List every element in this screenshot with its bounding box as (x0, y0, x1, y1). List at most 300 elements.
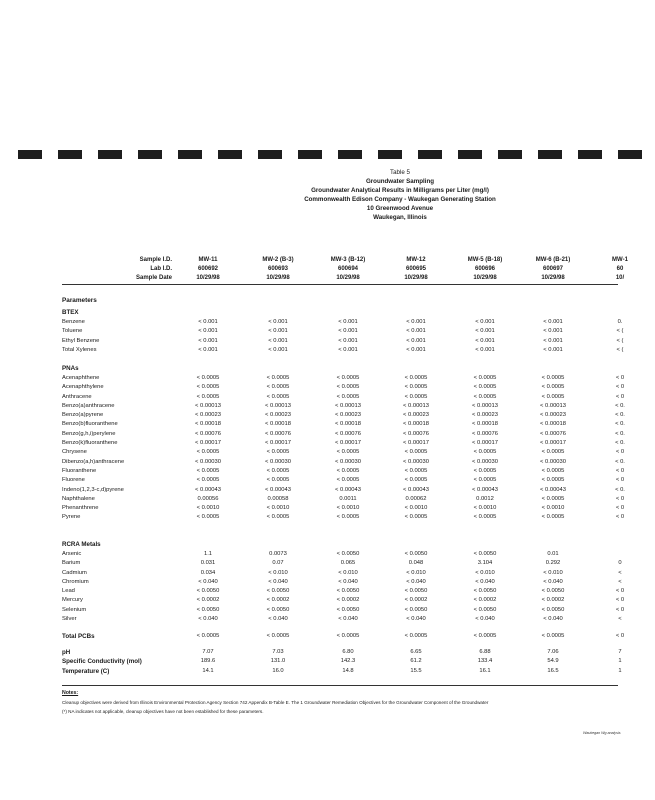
result-cell: < 0.00076 (195, 430, 221, 437)
parameter-name: Total PCBs (62, 633, 95, 640)
result-cell: 0.034 (200, 569, 216, 576)
result-cell: < 0.0005 (404, 384, 428, 391)
result-cell: < 0.00023 (265, 412, 291, 419)
result-cell: < 0.001 (406, 346, 426, 353)
result-cell: < 0.040 (198, 616, 218, 623)
result-cell: 61.2 (410, 658, 422, 665)
parameter-section (62, 540, 625, 624)
parameter-name: Benzo(b)fluoranthene (62, 421, 118, 428)
column-sample: MW-11 (198, 257, 218, 263)
result-cell: < 0.040 (406, 616, 426, 623)
parameter-name: Chrysene (62, 449, 87, 456)
result-cell: < 0.040 (198, 578, 218, 585)
column-date: 10/29/98 (541, 275, 565, 281)
parameter-name: Benzene (62, 319, 85, 325)
result-cell: < 0.0005 (336, 384, 360, 391)
result-cell: 142.3 (340, 658, 356, 665)
result-cell: < 0.0005 (473, 514, 497, 521)
dash-segment (378, 150, 402, 159)
column-lab: 60 (616, 266, 624, 272)
parameter-name: Fluoranthene (62, 467, 97, 474)
dash-segment (338, 150, 362, 159)
result-cell: < 0.0050 (336, 551, 360, 557)
result-cell: < 0.0005 (266, 467, 290, 474)
result-cell: 0.0073 (269, 551, 287, 557)
table-row (62, 430, 625, 439)
parameter-name: Lead (62, 588, 75, 595)
page-separator-dashes (18, 150, 618, 159)
result-cell: 14.8 (342, 667, 354, 674)
sample-date-label: Sample Date (135, 275, 172, 281)
result-cell: < 0.0005 (336, 467, 360, 474)
result-cell: < 0.0005 (266, 633, 290, 639)
result-cell: < 0.0005 (404, 449, 428, 456)
result-cell: < 0.0005 (336, 514, 360, 521)
result-cell: < 0.0005 (541, 375, 565, 381)
result-cell: < 0.001 (198, 337, 218, 344)
result-cell: 14.1 (202, 667, 214, 674)
result-cell: 0.031 (200, 560, 216, 567)
result-cell: < 0.001 (198, 319, 218, 325)
result-cell: < 0.040 (475, 578, 495, 585)
result-cell: < 0.0050 (404, 606, 428, 613)
table-row (62, 486, 625, 495)
result-cell: < 0.0050 (541, 588, 565, 595)
dash-segment (218, 150, 242, 159)
dash-segment (418, 150, 442, 159)
result-cell: < 0. (615, 430, 625, 437)
result-cell: 7 (618, 649, 622, 655)
result-cell: < 0.001 (543, 337, 563, 344)
result-cell: < 0.00030 (540, 458, 566, 465)
result-cell: < 0.010 (338, 569, 358, 576)
result-cell: < 0.0050 (473, 588, 497, 595)
column-header (313, 256, 383, 283)
result-cell: < 0. (615, 421, 625, 428)
result-cell: < 0.00043 (403, 486, 429, 493)
column-date: 10/29/98 (336, 275, 360, 281)
result-cell: < 0.0005 (541, 633, 565, 639)
result-cell: 0 (618, 560, 622, 567)
result-cell: < 0.00076 (472, 430, 498, 437)
result-cell: 16.0 (272, 667, 284, 674)
result-cell: < 0.001 (406, 319, 426, 325)
result-cell: < (618, 569, 622, 576)
parameter-name: Benzo(g,h,i)perylene (62, 430, 116, 437)
result-cell: 1 (618, 658, 622, 665)
result-cell: < 0.001 (338, 328, 358, 335)
result-cell: < 0.0005 (404, 514, 428, 521)
result-cell: < 0.001 (406, 328, 426, 335)
parameter-name: Indeno(1,2,3-c,d)pyrene (62, 486, 124, 493)
result-cell: < 0.00013 (195, 402, 221, 409)
parameter-name: Chromium (62, 578, 89, 585)
table-row (62, 569, 622, 578)
table-row (62, 439, 625, 448)
result-cell: < 0.0010 (196, 505, 220, 512)
result-cell: < (618, 616, 622, 623)
result-cell: < 0 (615, 375, 625, 381)
table-row (62, 513, 625, 522)
column-sample: MW-1 (612, 257, 628, 263)
parameter-name: Naphthalene (62, 495, 95, 502)
column-sample: MW-12 (406, 257, 426, 263)
result-cell: < 0.040 (543, 578, 563, 585)
result-cell: < 0.0005 (541, 495, 565, 502)
result-cell: < 0.0005 (336, 633, 360, 639)
result-cell: < 0.0002 (404, 597, 428, 604)
result-cell: < 0.0005 (473, 375, 497, 381)
table-row (62, 615, 622, 624)
result-cell: < 0 (615, 449, 625, 456)
result-cell: < 0.0005 (196, 467, 220, 474)
result-cell: 6.65 (410, 649, 422, 655)
result-cell: < 0.0005 (541, 393, 565, 400)
dash-segment (138, 150, 162, 159)
table-row (62, 648, 622, 657)
result-cell: 1.1 (203, 551, 213, 557)
result-cell: < (618, 578, 622, 585)
parameter-name: Toluene (62, 328, 83, 335)
parameter-name: Total Xylenes (62, 346, 97, 353)
result-cell: < 0.00013 (472, 402, 498, 409)
column-date: 10/ (615, 275, 625, 281)
result-cell: < 0 (615, 514, 625, 521)
table-row (62, 667, 622, 676)
result-cell: < 0.00017 (403, 440, 429, 447)
result-cell: < 0.00023 (195, 412, 221, 419)
table-city: Waukegan, Illinois (373, 214, 427, 221)
section-title: PNAs (62, 365, 79, 372)
header-rule (62, 284, 618, 285)
result-cell: < ( (616, 328, 624, 335)
result-cell: < 0.0005 (473, 477, 497, 484)
result-cell: < 0.001 (475, 346, 495, 353)
result-cell: < 0.00017 (472, 440, 498, 447)
parameters-heading: Parameters (62, 297, 97, 304)
result-cell: < 0.00043 (335, 486, 361, 493)
dash-segment (498, 150, 522, 159)
result-cell: < 0.00013 (265, 402, 291, 409)
na-abbrev: (*) (62, 709, 69, 714)
result-cell: 16.5 (547, 667, 559, 674)
parameter-name: Benzo(a)pyrene (62, 412, 104, 419)
result-cell: < 0.040 (338, 578, 358, 585)
result-cell: 131.0 (270, 658, 286, 665)
section-title: RCRA Metals (62, 541, 101, 548)
column-header (585, 256, 655, 283)
lab-id-label: Lab I.D. (150, 266, 172, 272)
result-cell: < 0.0005 (196, 633, 220, 639)
result-cell: < 0.0002 (336, 597, 360, 604)
column-date: 10/29/98 (404, 275, 428, 281)
result-cell: < 0.0005 (473, 384, 497, 391)
table-row (62, 420, 625, 429)
dash-segment (298, 150, 322, 159)
result-cell: < 0.0050 (473, 551, 497, 557)
table-row (62, 383, 625, 392)
table-row (62, 337, 624, 346)
parameter-name: Cadmium (62, 569, 87, 576)
result-cell: 0.00062 (405, 495, 427, 502)
column-sample: MW-5 (B-18) (467, 257, 503, 263)
result-cell: < 0.001 (475, 337, 495, 344)
parameter-section (62, 648, 622, 676)
result-cell: < 0.00017 (335, 440, 361, 447)
result-cell: < 0.0005 (196, 384, 220, 391)
result-cell: < 0.00043 (195, 486, 221, 493)
table-row (62, 411, 625, 420)
result-cell: < 0.040 (406, 578, 426, 585)
table-row (62, 596, 625, 605)
result-cell: < 0.00018 (335, 421, 361, 428)
column-lab: 600692 (197, 266, 219, 272)
dash-segment (18, 150, 42, 159)
dash-segment (178, 150, 202, 159)
result-cell: < 0.00017 (540, 440, 566, 447)
result-cell: < 0.0010 (266, 505, 290, 512)
result-cell: < ( (616, 337, 624, 344)
table-row (62, 578, 622, 587)
parameter-name: Pyrene (62, 514, 81, 521)
column-lab: 600696 (474, 266, 496, 272)
result-cell: 1 (618, 667, 622, 674)
table-row (62, 327, 624, 336)
result-cell: < 0.0005 (266, 514, 290, 521)
result-cell: 0.292 (545, 560, 561, 567)
result-cell: < 0.0005 (336, 375, 360, 381)
result-cell: < 0.0005 (404, 375, 428, 381)
parameter-name: Acenaphthene (62, 375, 100, 381)
parameter-section (62, 632, 625, 641)
result-cell: < 0.0005 (266, 393, 290, 400)
parameter-name: pH (62, 649, 71, 656)
result-cell: 15.5 (410, 667, 422, 674)
table-row (62, 393, 625, 402)
parameter-name: Arsenic (62, 551, 82, 557)
result-cell: < 0.0005 (404, 393, 428, 400)
result-cell: < 0.010 (406, 569, 426, 576)
parameter-section (62, 308, 624, 355)
result-cell: < 0.001 (543, 319, 563, 325)
result-cell: < 0.00017 (265, 440, 291, 447)
result-cell: < 0.040 (338, 616, 358, 623)
result-cell: < 0.0050 (404, 551, 428, 557)
table-row (62, 606, 625, 615)
parameter-name: Temperature (C) (62, 667, 110, 675)
table-company: Commonwealth Edison Company - Waukegan Generating Station (304, 196, 496, 203)
result-cell: < 0. (615, 458, 625, 465)
result-cell: < 0.0005 (541, 514, 565, 521)
result-cell: 189.6 (200, 658, 216, 665)
result-cell: < 0.00023 (403, 412, 429, 419)
result-cell: < 0.001 (268, 346, 288, 353)
result-cell: < 0.010 (475, 569, 495, 576)
table-row (62, 402, 625, 411)
result-cell: < 0.0005 (473, 449, 497, 456)
table-row (62, 504, 625, 513)
column-headers (0, 256, 628, 286)
result-cell: < 0.040 (268, 616, 288, 623)
result-cell: < 0.0010 (473, 505, 497, 512)
table-row (62, 458, 625, 467)
column-header (518, 256, 588, 283)
dash-segment (98, 150, 122, 159)
table-row (62, 550, 618, 559)
result-cell: < 0.0050 (473, 606, 497, 613)
result-cell: < 0.0005 (473, 467, 497, 474)
result-cell: < 0.040 (268, 578, 288, 585)
result-cell: < 0.00030 (265, 458, 291, 465)
result-cell: < 0.00076 (265, 430, 291, 437)
result-cell: < 0.001 (198, 346, 218, 353)
result-cell: < 0.0050 (196, 606, 220, 613)
column-sample: MW-6 (B-21) (535, 257, 571, 263)
result-cell: 0.048 (408, 560, 424, 567)
result-cell: < 0.00076 (335, 430, 361, 437)
result-cell: < 0.0005 (196, 514, 220, 521)
result-cell: < 0.001 (338, 319, 358, 325)
result-cell: < 0 (615, 384, 625, 391)
parameter-name: Phenanthrene (62, 505, 99, 512)
column-sample: MW-2 (B-3) (262, 257, 294, 263)
result-cell: < 0.00030 (472, 458, 498, 465)
result-cell: < 0.0002 (266, 597, 290, 604)
result-cell: 7.06 (547, 649, 559, 655)
result-cell: < 0 (615, 505, 625, 512)
column-lab: 600693 (267, 266, 289, 272)
result-cell: < 0 (615, 495, 625, 502)
result-cell: < 0.0005 (196, 393, 220, 400)
result-cell: < 0.00030 (335, 458, 361, 465)
page-reference: Waukegan Wg analysis (583, 731, 621, 735)
table-title-block (240, 168, 560, 222)
result-cell: 0.0011 (339, 495, 357, 502)
result-cell: < 0.0005 (336, 449, 360, 456)
result-cell: < 0.040 (543, 616, 563, 623)
column-lab: 600697 (542, 266, 564, 272)
result-cell: < 0.001 (475, 328, 495, 335)
dash-segment (258, 150, 282, 159)
result-cell: < 0.00043 (472, 486, 498, 493)
result-cell: < 0.00043 (265, 486, 291, 493)
column-lab: 600695 (405, 266, 427, 272)
result-cell: < 0.00043 (540, 486, 566, 493)
result-cell: 6.88 (479, 649, 491, 655)
result-cell: < 0.0005 (196, 477, 220, 484)
parameter-name: Benzo(a)anthracene (62, 402, 115, 409)
result-cell: < 0.00017 (195, 440, 221, 447)
table-row (62, 476, 625, 485)
result-cell: < ( (616, 346, 624, 353)
result-cell: < 0. (615, 486, 625, 493)
notes-block (62, 689, 618, 716)
column-sample: MW-3 (B-12) (330, 257, 366, 263)
dash-segment (538, 150, 562, 159)
parameter-name: Mercury (62, 597, 83, 604)
result-cell: < 0.00076 (540, 430, 566, 437)
result-cell: < 0 (615, 633, 625, 639)
table-row (62, 559, 622, 568)
result-cell: < 0.001 (338, 337, 358, 344)
table-row (62, 632, 625, 641)
result-cell: < 0. (615, 402, 625, 409)
column-header (450, 256, 520, 283)
sample-id-label: Sample I.D. (139, 257, 172, 263)
result-cell: < 0.0005 (196, 375, 220, 381)
result-cell: < 0.0005 (541, 449, 565, 456)
result-cell: < 0.00030 (403, 458, 429, 465)
result-cell: < 0 (615, 393, 625, 400)
result-cell: < 0.0050 (266, 588, 290, 595)
dash-segment (618, 150, 642, 159)
result-cell: < 0 (615, 588, 625, 595)
dash-segment (58, 150, 82, 159)
result-cell: < 0.00018 (403, 421, 429, 428)
result-cell: < 0.010 (543, 569, 563, 576)
result-cell: < 0.001 (543, 346, 563, 353)
result-cell: < 0.00013 (540, 402, 566, 409)
result-cell: < 0.00023 (472, 412, 498, 419)
result-cell: < 0.0010 (336, 505, 360, 512)
footer-rule (62, 685, 618, 686)
result-cell: 3.104 (477, 560, 493, 567)
result-cell: < 0.0005 (541, 477, 565, 484)
result-cell: < 0 (615, 477, 625, 484)
result-cell: < 0.00018 (265, 421, 291, 428)
parameter-name: Specific Conductivity (mol) (62, 658, 142, 666)
parameter-name: Ethyl Benzene (62, 337, 100, 344)
result-cell: < 0. (615, 412, 625, 419)
table-number: Table 5 (390, 169, 410, 176)
section-title: BTEX (62, 309, 79, 316)
result-cell: < 0.001 (475, 319, 495, 325)
result-cell: < 0 (615, 467, 625, 474)
table-row (62, 346, 624, 355)
column-date: 10/29/98 (266, 275, 290, 281)
result-cell: < 0.0005 (541, 467, 565, 474)
column-lab: 600694 (337, 266, 359, 272)
dash-segment (458, 150, 482, 159)
parameter-name: Selenium (62, 606, 87, 613)
table-address: 10 Greenwood Avenue (366, 205, 434, 212)
result-cell: 0. (617, 319, 623, 325)
notes-line-1: Cleanup objectives were derived from Illinois Environmental Protection Agency Section 742 Appendix B-Table E. The 1 Groundwater Remediation Objectives for the Groundwater Component of the Groundwater (62, 700, 489, 705)
notes-line-2 (62, 707, 618, 716)
result-cell: < 0.00076 (403, 430, 429, 437)
result-cell: < 0.00023 (335, 412, 361, 419)
notes-title: Notes: (62, 690, 79, 696)
result-cell: < 0.00018 (540, 421, 566, 428)
parameter-name: Barium (62, 560, 81, 567)
column-header (173, 256, 243, 283)
result-cell: 7.03 (272, 649, 284, 655)
result-cell: < 0 (615, 597, 625, 604)
result-cell: < 0.001 (338, 346, 358, 353)
parameter-section (62, 364, 625, 523)
parameter-name: Dibenzo(a,h)anthracene (62, 458, 125, 465)
result-cell: < 0.0005 (473, 393, 497, 400)
result-cell: 0.0012 (476, 495, 494, 502)
result-cell: < 0. (615, 440, 625, 447)
result-cell: < 0.0005 (266, 477, 290, 484)
parameter-name: Fluorene (62, 477, 85, 484)
result-cell: < 0.0002 (541, 597, 565, 604)
result-cell: < 0.00013 (403, 402, 429, 409)
parameter-name: Anthracene (62, 393, 92, 400)
table-row (62, 587, 625, 596)
table-row (62, 657, 622, 666)
